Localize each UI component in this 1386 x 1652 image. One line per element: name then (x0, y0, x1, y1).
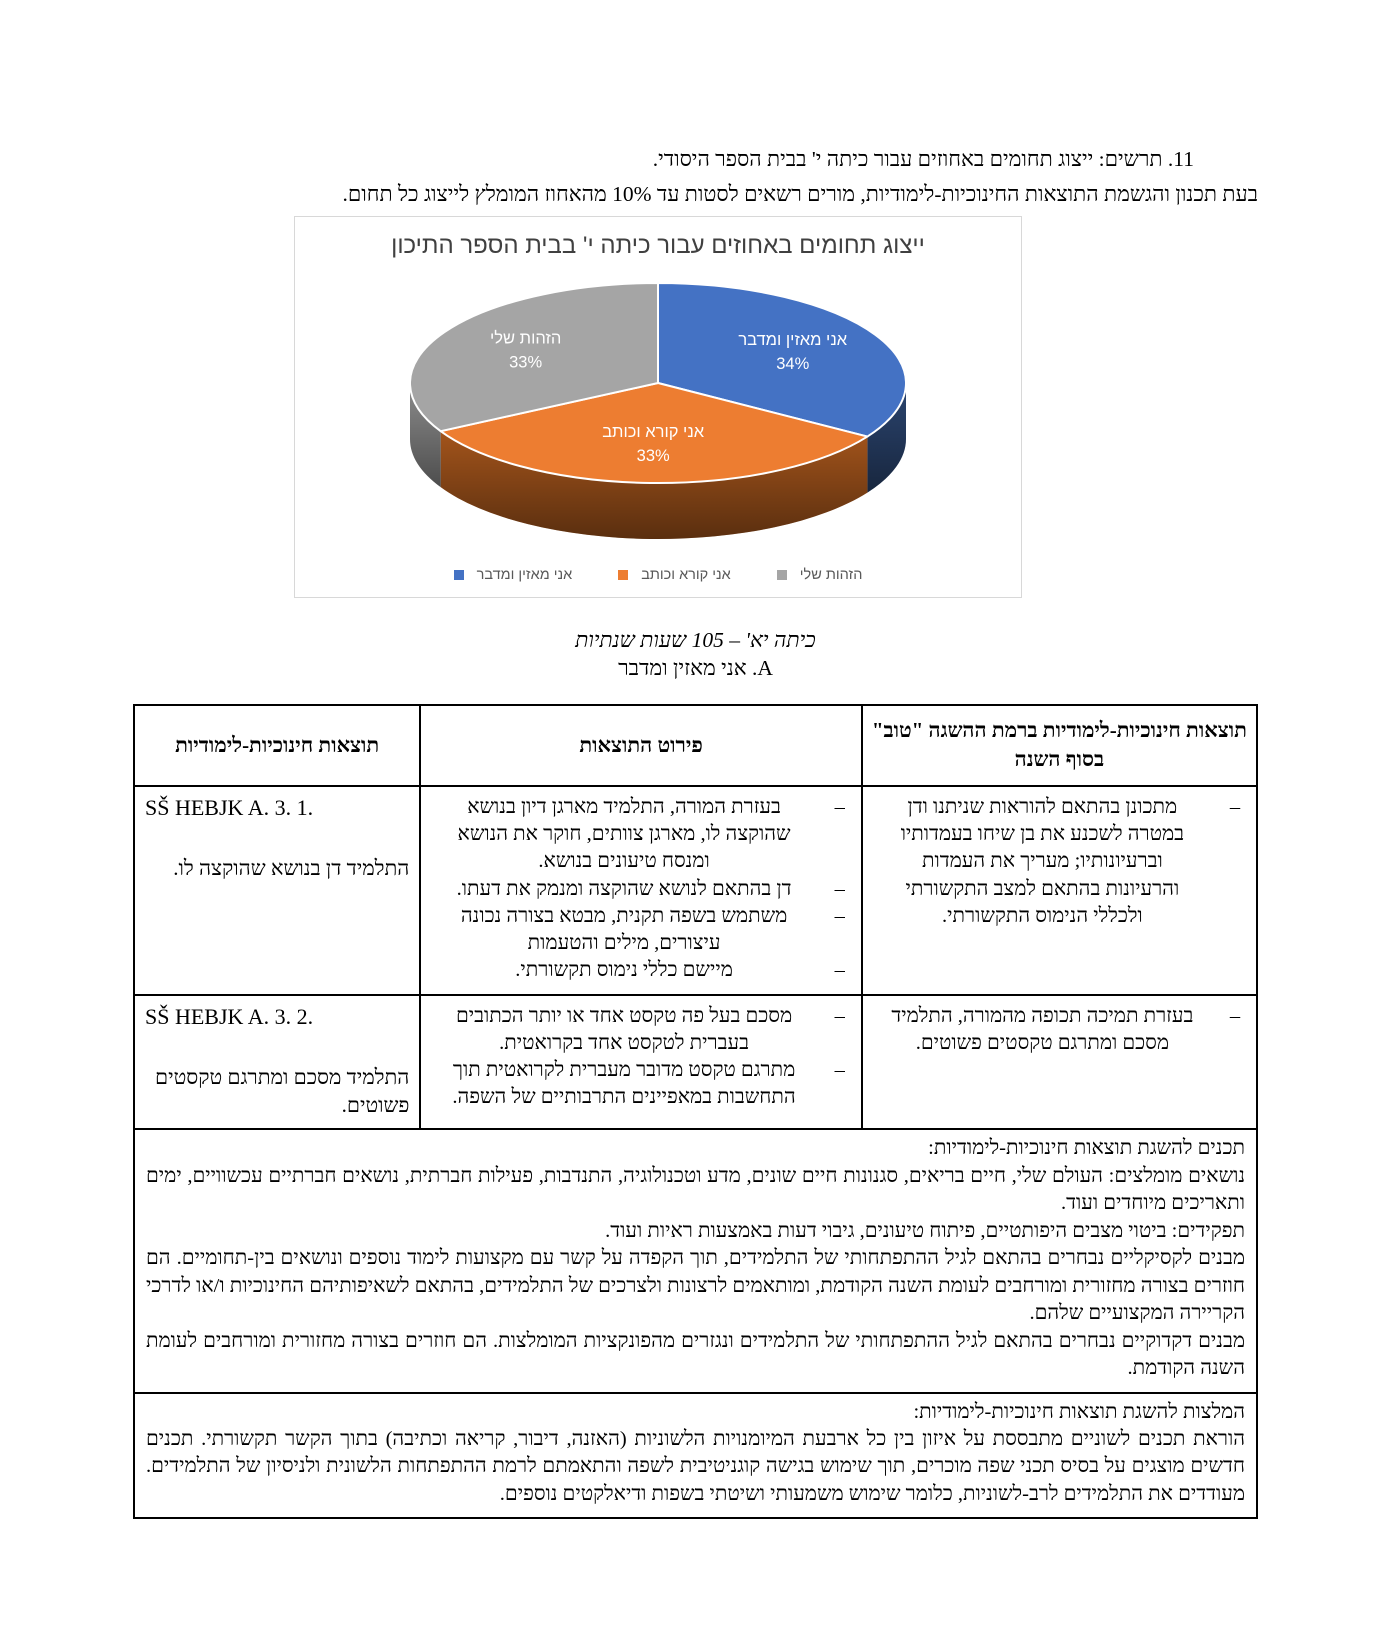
dash-bullet: – (834, 1059, 845, 1082)
outcome-code: SŠ HEBJK A. 3. 2. (145, 1003, 314, 1029)
list-item-text: משתמש בשפה תקנית, מבטא בצורה נכונה עיצורים, מילים והטעמות (460, 904, 788, 955)
legend-swatch-icon (777, 570, 787, 580)
list-item-text: מסכם בעל פה טקסט אחד או יותר הכתובים בעברית לטקסט אחד בקרואטית. (455, 1004, 793, 1054)
block-paragraph: מבנים לקסיקליים נבחרים בהתאם לגיל ההתפתחותי של התלמידים, תוך הקפדה על קשר עם מקצועות לימוד נוספים ונושאים בין-תחומיים. הם חוזרים בצורה מחזורית ומורחבים לעומת השנה הקודמת, ומותאמים לרצונות ולצרכים של התלמידים, בהתאם לשאיפותיהם החינוכיות ו/או לדרכי הקריירה המקצועיים שלהם. (146, 1247, 1245, 1325)
list-item (427, 957, 858, 984)
list-item (869, 1003, 1254, 1058)
list-item (427, 876, 858, 903)
dash-bullet: – (834, 877, 845, 900)
outcome-text: התלמיד מסכם ומתרגם טקסטים פשוטים. (154, 1064, 410, 1117)
list-item (869, 794, 1254, 930)
cell-level-2 (862, 995, 1257, 1130)
pie-chart-panel (294, 216, 1022, 598)
pie-chart (295, 261, 1021, 573)
list-item-text (427, 876, 820, 903)
legend-label: אני קורא וכותב (641, 567, 731, 584)
legend-swatch-icon (454, 570, 464, 580)
legend-label: אני מאזין ומדבר (476, 567, 573, 584)
list-item-text (869, 1003, 1216, 1058)
legend-item (777, 567, 863, 583)
cell-level-1 (862, 786, 1257, 995)
table-row (134, 995, 1257, 1130)
legend-label: הזהות שלי (799, 567, 863, 584)
list-item-text: בעזרת תמיכה תכופה מהמורה, התלמיד מסכם ומתרגם טקסטים פשוטים. (891, 1004, 1194, 1054)
list-item-text (427, 1003, 820, 1058)
block-paragraph: תפקידים: ביטוי מצבים היפותטיים, פיתוח טיעונים, גיבוי דעות באמצעות ראיות ועוד. (605, 1219, 1245, 1242)
list-item (427, 794, 858, 876)
header-outcomes-level: תוצאות חינוכיות-לימודיות ברמת ההשגה "טוב" בסוף השנה (862, 705, 1257, 786)
list-item-text: דן בהתאם לנושא שהוקצה ומנמק את דעתו. (456, 877, 792, 900)
list-item-text: מתרגם טקסט מדובר מעברית לקרואטית תוך התחשבות במאפיינים התרבותיים של השפה. (452, 1059, 796, 1109)
recommendations-block (133, 1392, 1258, 1520)
pie-data-label: אני קורא וכותב 33% (602, 423, 705, 466)
cell-details-2 (420, 995, 861, 1130)
page-content (133, 146, 1258, 1519)
list-item-text: בעזרת המורה, התלמיד מארגן דיון בנושא שהוקצה לו, מארגן צוותים, חוקר את הנושא ומנסח טיעונים בנושא. (457, 795, 791, 873)
outcome-text: התלמיד דן בנושא שהוקצה לו. (173, 855, 410, 880)
dash-bullet: – (1229, 795, 1241, 818)
dash-bullet: – (834, 1004, 845, 1027)
heading-line-1: 11. תרשים: ייצוג תחומים באחוזים עבור כיתה י' בבית הספר היסודי. (652, 147, 1194, 171)
dash-bullet: – (834, 904, 845, 927)
list-item-text (427, 957, 820, 984)
chart-legend (295, 567, 1021, 583)
outcomes-table (133, 704, 1258, 1130)
cell-code-1 (134, 786, 420, 995)
cell-code-2 (134, 995, 420, 1130)
caption-class-hours: כיתה יא' – 105 שעות שנתיות (575, 628, 816, 653)
contents-block (133, 1128, 1258, 1393)
cell-details-1 (420, 786, 861, 995)
list-item (427, 1003, 858, 1058)
legend-swatch-icon (618, 570, 628, 580)
header-outcome-details: פירוט התוצאות (420, 705, 861, 786)
legend-item (454, 567, 573, 583)
outcome-code: SŠ HEBJK A. 3. 1. (145, 794, 314, 820)
dash-bullet: – (834, 795, 845, 818)
block-title: תכנים להשגת תוצאות חינוכיות-לימודיות: (928, 1137, 1245, 1160)
list-item-text (869, 794, 1216, 930)
list-item-text (427, 794, 820, 876)
chart-title: ייצוג תחומים באחוזים עבור כיתה י' בבית הספר התיכון (391, 231, 925, 259)
block-paragraph: נושאים מומלצים: העולם שלי, חיים בריאים, סגנונות חיים שונים, מדע וטכנולוגיה, התנדבות, פעילות חברתית, נושאים חברתיים עכשוויים, ימים ותאריכים מיוחדים ועוד. (146, 1164, 1245, 1215)
dash-bullet: – (1229, 1004, 1241, 1027)
pie-data-label: אני מאזין ומדבר 34% (738, 331, 848, 374)
block-paragraph: הוראת תכנים לשוניים מתבססת על איזון בין כל ארבעת המיומנויות הלשוניות (האזנה, דיבור, קריאה וכתיבה) בתוך הקשר תקשורתי. תכנים חדשים מוצגים על בסיס תכני שפה מוכרים, תוך שימוש בגישה קוגניטיבית לשפה והתאמתם לרמת ההתפתחות הלשונית ולניסיון של התלמידים. מעודדים את התלמידים לרב-לשוניות, כלומר שימוש משמעותי ושיטתי בשפות ודיאלקטים נוספים. (146, 1427, 1245, 1505)
block-title: המלצות להשגת תוצאות חינוכיות-לימודיות: (913, 1400, 1245, 1423)
caption-section-a: A. אני מאזין ומדבר (618, 656, 773, 681)
table-row (134, 786, 1257, 995)
block-paragraph: מבנים דקדוקיים נבחרים בהתאם לגיל ההתפתחותי של התלמידים ונגזרים מהפונקציות המומלצות. הם חוזרים בצורה מחזורית ומורחבים לעומת השנה הקודמת. (146, 1329, 1245, 1380)
pie-data-label: הזהות שלי 33% (490, 329, 562, 372)
list-item-text (427, 1057, 820, 1112)
legend-item (618, 567, 731, 583)
list-item-text (427, 903, 820, 958)
table-header-row (134, 705, 1257, 786)
dash-bullet: – (834, 959, 845, 982)
list-item (427, 1057, 858, 1112)
heading-line-2: בעת תכנון והגשמת התוצאות החינוכיות-לימודיות, מורים רשאים לסטות עד 10% מהאחוז המומלץ לייצוג כל תחום. (342, 181, 1258, 206)
list-item-text: מתכונן בהתאם להוראות שניתנו ודן במטרה לשכנע את בן שיחו בעמדותיו וברעיונותיו; מעריך את העמדות והרעיונות בהתאם למצב התקשורתי ולכללי הנימוס התקשורתי. (900, 795, 1185, 927)
header-outcomes: תוצאות חינוכיות-לימודיות (134, 705, 420, 786)
list-item-text: מיישם כללי נימוס תקשורתי. (515, 959, 733, 982)
list-item (427, 903, 858, 958)
